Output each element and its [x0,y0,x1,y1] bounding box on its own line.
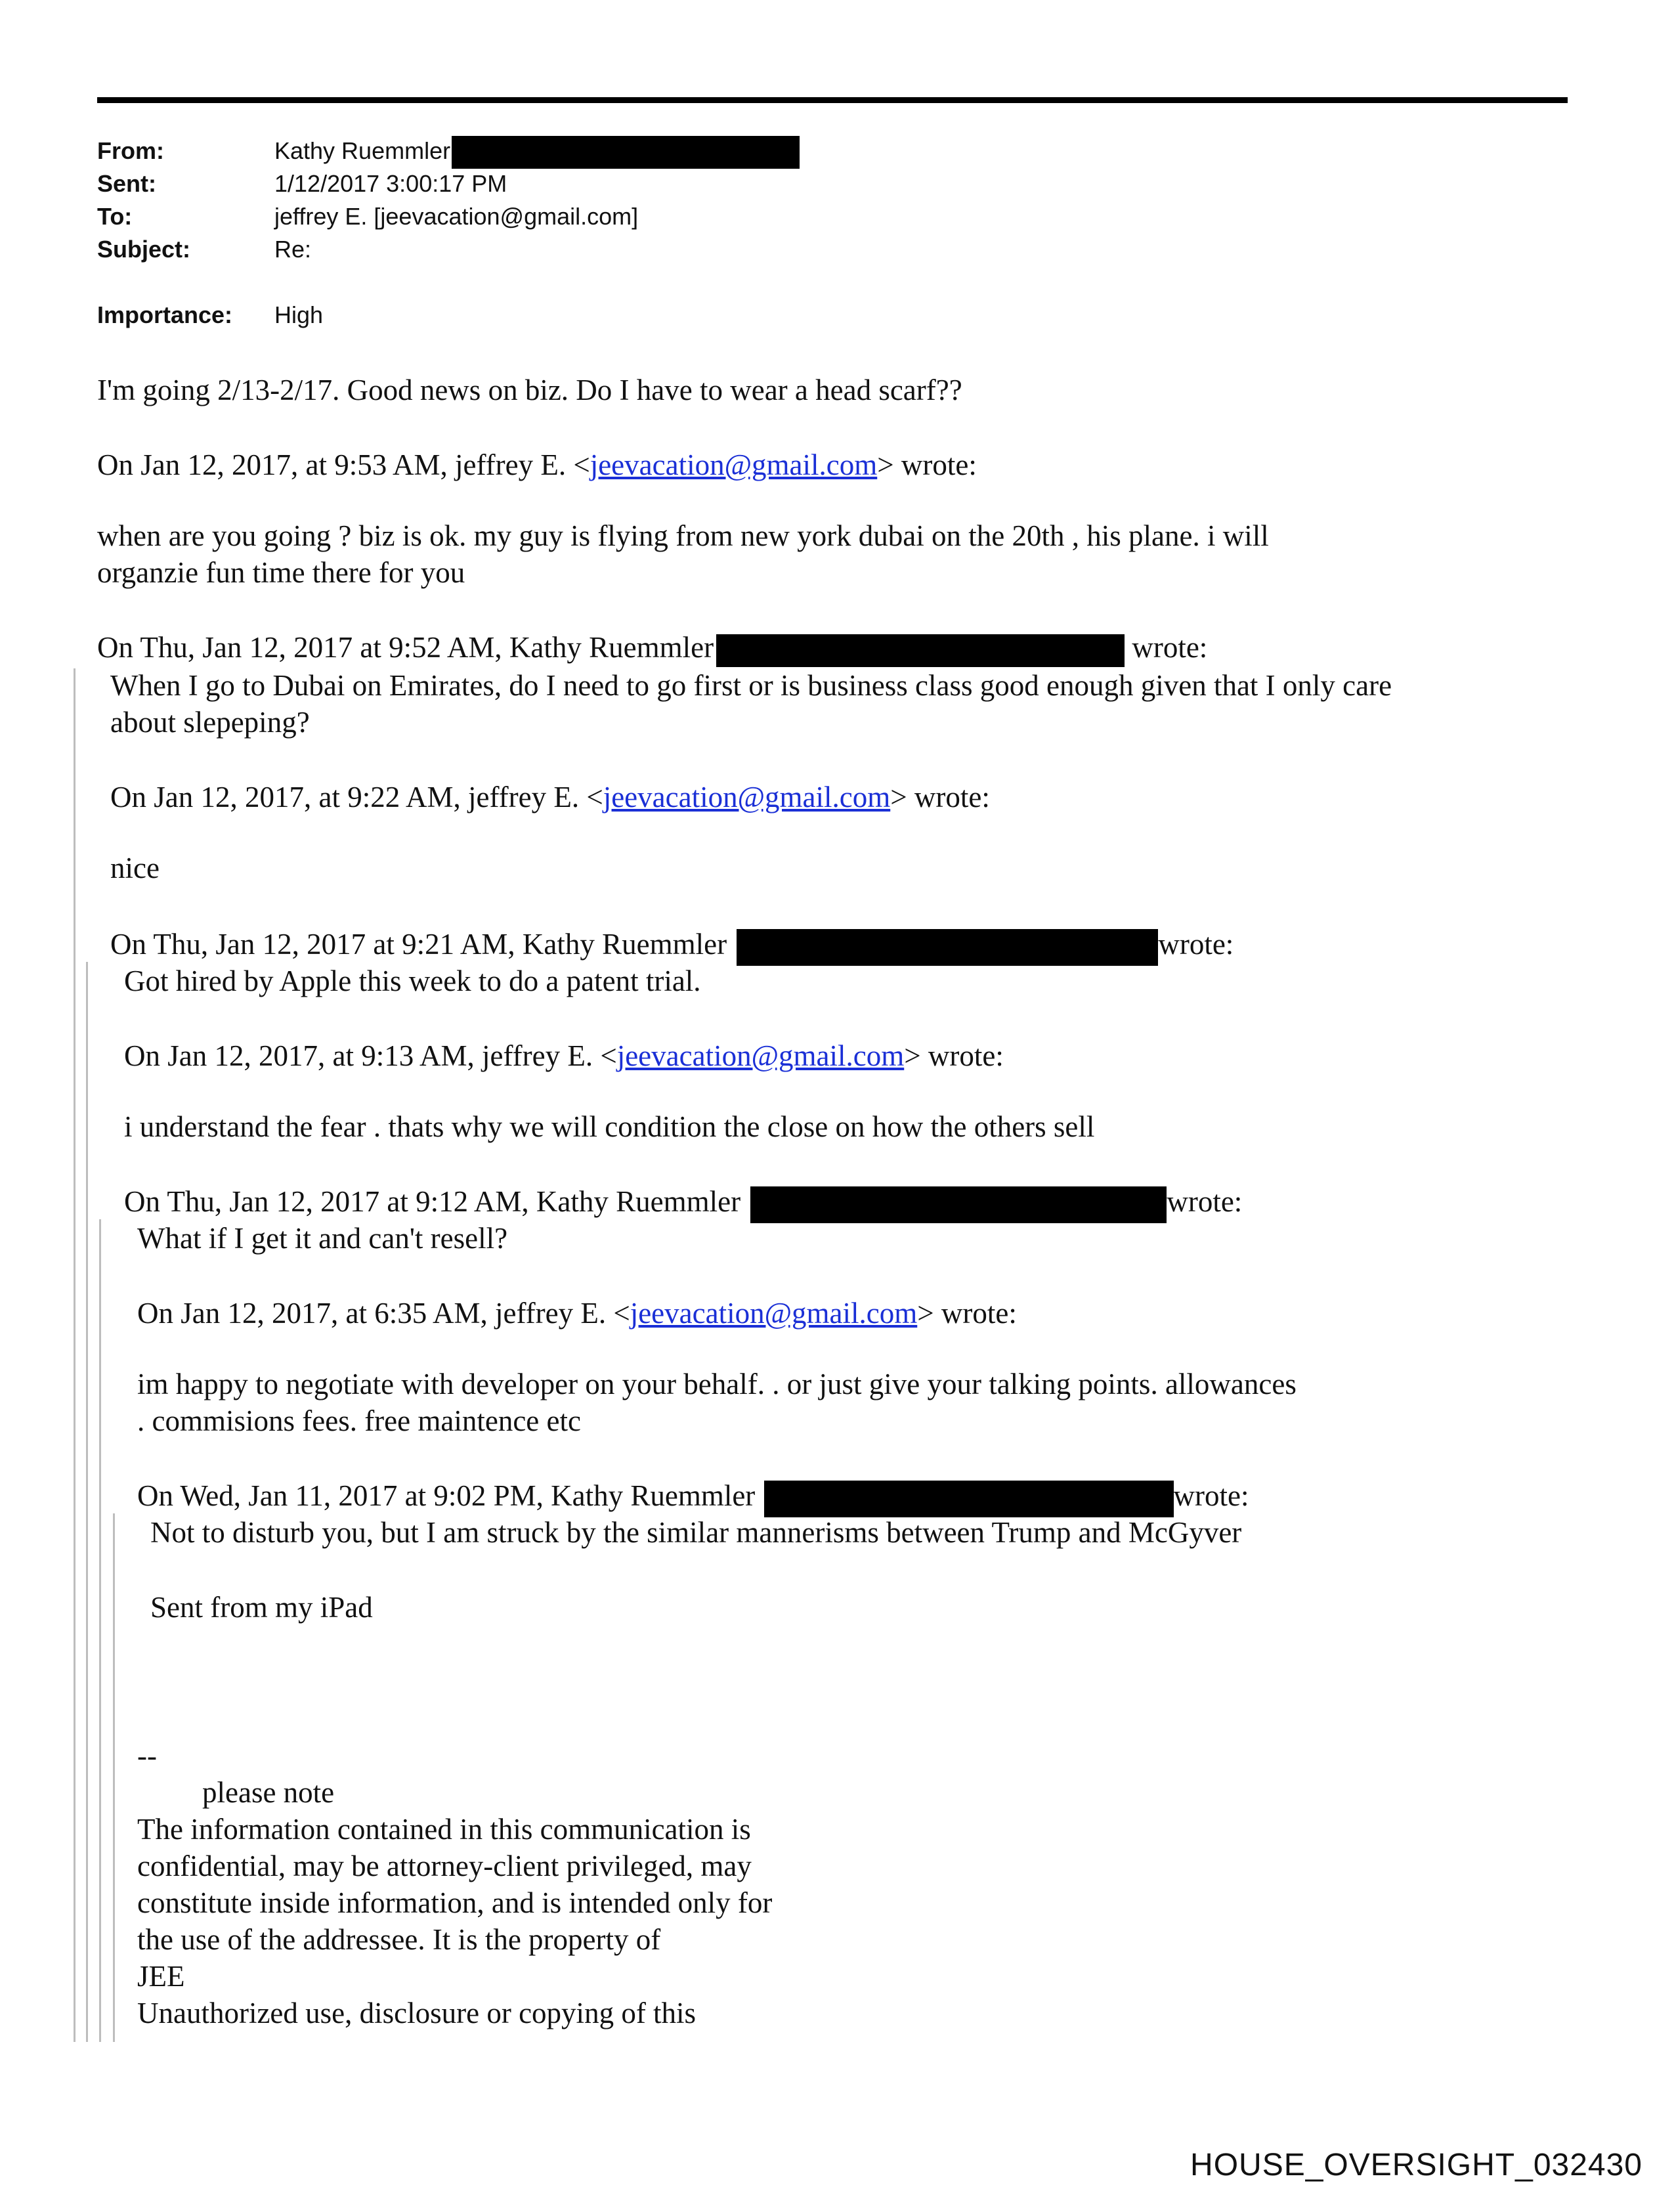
message-body: I'm going 2/13-2/17. Good news on biz. Do I have to wear a head scarf?? [97,374,962,406]
attribution-suffix: > wrote: [917,1297,1017,1330]
importance-label: Importance: [97,301,233,328]
message-body: organzie fun time there for you [97,556,465,589]
signature-separator: -- [137,1739,157,1772]
from-label: From: [97,137,164,164]
to-row [97,200,638,233]
message-body: What if I get it and can't resell? [137,1222,508,1255]
attribution-text: On Wed, Jan 11, 2017 at 9:02 PM, Kathy Ruemmler [137,1479,763,1512]
attribution-suffix: > wrote: [877,448,977,481]
reply-attribution [124,1037,1004,1075]
redaction-box [452,136,800,169]
attribution-text: On Thu, Jan 12, 2017 at 9:52 AM, Kathy Ruemmler [97,631,714,664]
redaction-box [737,929,1158,966]
disclaimer-line: Unauthorized use, disclosure or copying of this [137,1997,697,2029]
subject-value: Re: [274,236,312,263]
to-label: To: [97,203,133,230]
message-body: i understand the fear . thats why we will condition the close on how the others sell [124,1110,1095,1143]
disclaimer-line: confidential, may be attorney-client privileged, may [137,1850,752,1882]
email-link[interactable]: jeevacation@gmail.com [616,1039,905,1072]
message-signature: Sent from my iPad [150,1591,373,1624]
quote-bar-level-3 [99,1219,101,2042]
sent-row [97,167,507,200]
attribution-suffix: wrote: [1158,928,1234,961]
message-body: . commisions fees. free maintence etc [137,1404,581,1437]
reply-attribution [97,629,1207,667]
attribution-text: On Jan 12, 2017, at 9:13 AM, jeffrey E. < [124,1039,617,1072]
reply-attribution [124,1183,1242,1223]
reply-attribution [137,1295,1017,1332]
message-body: about slepeping? [110,706,310,739]
message-body: nice [110,852,160,884]
message-body: Not to disturb you, but I am struck by the similar mannerisms between Trump and McGyver [150,1516,1242,1549]
email-link[interactable]: jeevacation@gmail.com [603,781,891,813]
quote-bar-level-1 [74,668,75,2042]
disclaimer-line: The information contained in this communication is [137,1813,751,1846]
message-body: im happy to negotiate with developer on your behalf. . or just give your talking points. allowances [137,1368,1297,1400]
reply-attribution [110,779,990,816]
disclaimer-line: constitute inside information, and is intended only for [137,1886,773,1919]
disclaimer-note: please note [202,1776,335,1809]
attribution-suffix: > wrote: [890,781,990,813]
from-value: Kathy Ruemmler [274,137,451,164]
redaction-box [716,634,1125,667]
importance-value: High [274,301,324,328]
attribution-suffix: wrote: [1167,1185,1243,1218]
attribution-text: On Thu, Jan 12, 2017 at 9:21 AM, Kathy Ruemmler [110,928,735,961]
from-row [97,135,800,169]
attribution-text: On Jan 12, 2017, at 9:22 AM, jeffrey E. < [110,781,603,813]
reply-attribution [110,926,1234,966]
quote-bar-level-4 [113,1513,115,2042]
message-body: when are you going ? biz is ok. my guy is flying from new york dubai on the 20th , his plane. i will [97,519,1269,552]
bates-number: HOUSE_OVERSIGHT_032430 [1190,2148,1642,2182]
sent-label: Sent: [97,170,156,197]
email-link[interactable]: jeevacation@gmail.com [590,448,878,481]
attribution-suffix: wrote: [1125,631,1208,664]
message-body: Got hired by Apple this week to do a patent trial. [124,965,701,997]
email-link[interactable]: jeevacation@gmail.com [630,1297,918,1330]
attribution-text: On Thu, Jan 12, 2017 at 9:12 AM, Kathy Ruemmler [124,1185,748,1218]
reply-attribution [97,446,977,484]
attribution-text: On Jan 12, 2017, at 9:53 AM, jeffrey E. < [97,448,590,481]
quote-bar-level-2 [86,962,88,2042]
subject-label: Subject: [97,236,191,263]
disclaimer-line: JEE [137,1960,185,1993]
reply-attribution [137,1477,1249,1517]
to-value: jeffrey E. [jeevacation@gmail.com] [274,203,639,230]
redaction-box [764,1481,1174,1517]
subject-row [97,233,311,266]
attribution-suffix: wrote: [1173,1479,1249,1512]
importance-row [97,299,323,332]
redaction-box [750,1186,1167,1223]
sent-value: 1/12/2017 3:00:17 PM [274,170,507,197]
disclaimer-line: the use of the addressee. It is the property of [137,1923,661,1956]
attribution-suffix: > wrote: [904,1039,1004,1072]
message-body: When I go to Dubai on Emirates, do I need to go first or is business class good enough given that I only care [110,669,1392,702]
attribution-text: On Jan 12, 2017, at 6:35 AM, jeffrey E. < [137,1297,630,1330]
header-rule [97,97,1568,103]
